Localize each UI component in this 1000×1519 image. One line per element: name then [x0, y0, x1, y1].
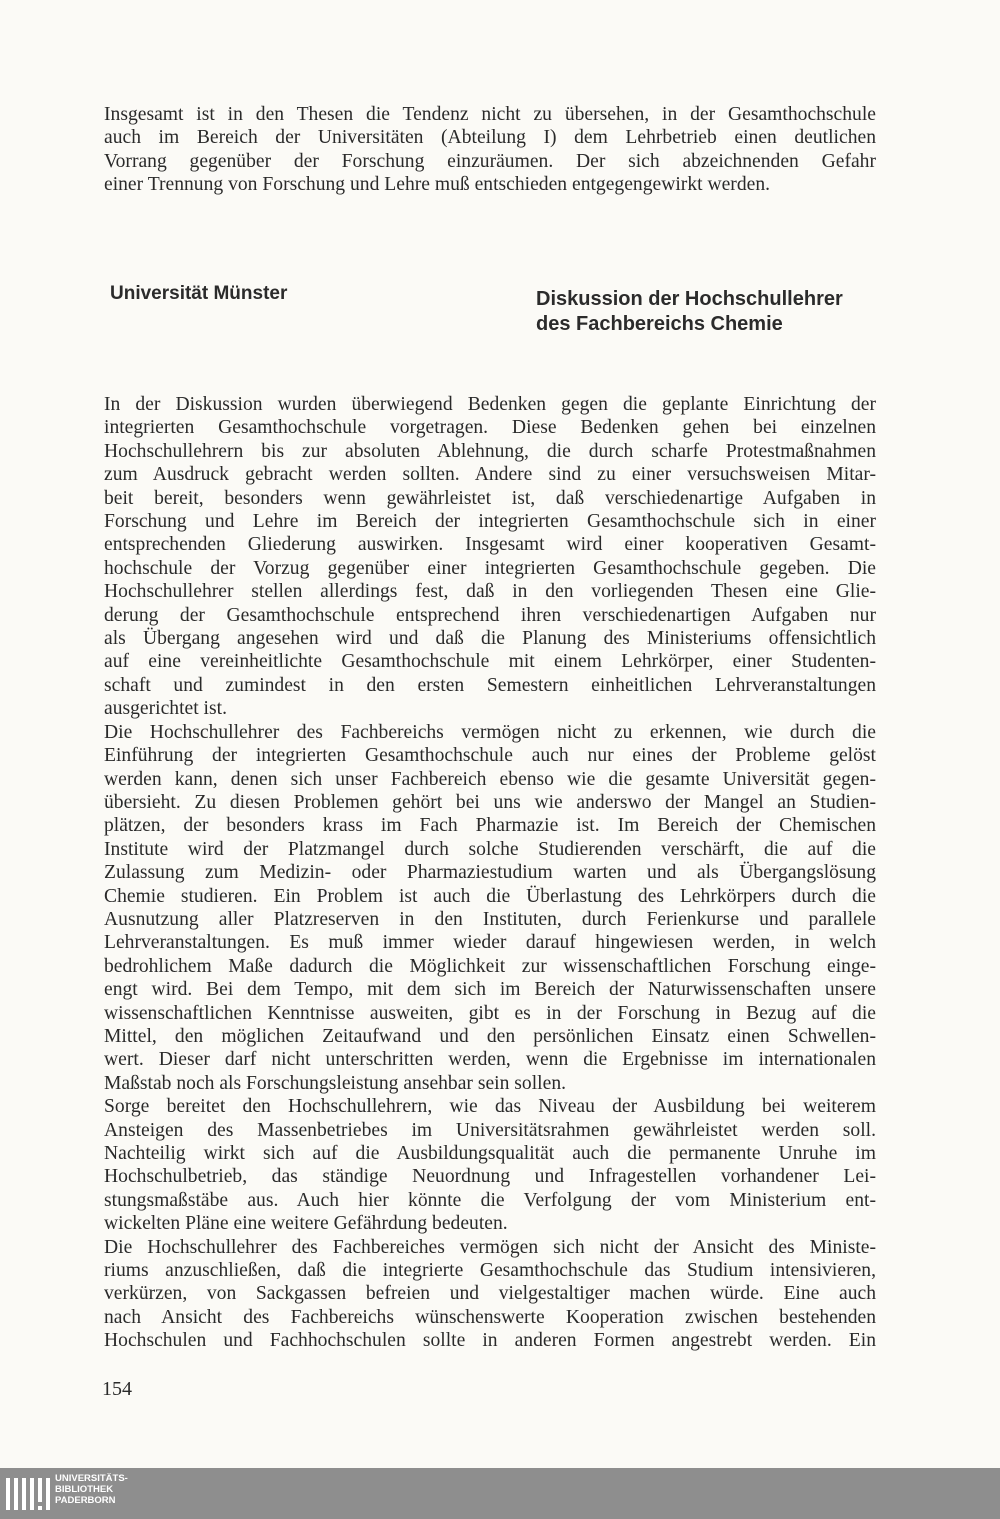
- text-line: werden kann, denen sich unser Fachbereich ebenso wie die gesamte Universität gegen-: [104, 768, 876, 790]
- text-line: zum Ausdruck gebracht werden sollten. Andere sind zu einer versuchsweisen Mitar-: [104, 464, 876, 486]
- text-line: beit bereit, besonders wenn gewährleistet ist, daß verschiedenartige Aufgaben in: [104, 487, 876, 509]
- text-line: übersieht. Zu diesen Problemen gehört bei uns wie anderswo der Mangel an Studien-: [104, 791, 876, 813]
- section-subheading: [536, 287, 896, 337]
- text-line: Institute wird der Platzmangel durch solche Studierenden verschärft, die auf die: [104, 838, 876, 860]
- text-line: wickelten Pläne eine weitere Gefährdung bedeuten.: [104, 1213, 508, 1235]
- subheading-line: Diskussion der Hochschullehrer: [536, 288, 843, 310]
- library-logo-text: [55, 1473, 128, 1506]
- text-line: Insgesamt ist in den Thesen die Tendenz nicht zu übersehen, in der Gesamthochschule: [104, 104, 876, 125]
- text-line: als Übergang angesehen wird und daß die Planung des Ministeriums offensichtlich: [104, 628, 876, 650]
- text-line: Einführung der integrierten Gesamthochschule auch nur eines der Probleme gelöst: [104, 745, 876, 767]
- text-line: plätzen, der besonders krass im Fach Pharmazie ist. Im Bereich der Chemischen: [104, 815, 876, 837]
- text-line: Sorge bereitet den Hochschullehrern, wie das Niveau der Ausbildung bei weiterem: [104, 1096, 876, 1118]
- text-line: entsprechenden Gliederung auswirken. Insgesamt wird einer kooperativen Gesamt-: [104, 534, 876, 556]
- text-line: Die Hochschullehrer des Fachbereichs vermögen nicht zu erkennen, wie durch die: [104, 721, 876, 743]
- text-line: In der Diskussion wurden überwiegend Bedenken gegen die geplante Einrichtung der: [104, 394, 876, 415]
- logo-text-line: BIBLIOTHEK: [55, 1484, 114, 1495]
- text-line: Ansteigen des Massenbetriebes im Universitätsrahmen gewährleistet werden soll.: [104, 1119, 876, 1141]
- text-line: schaft und zumindest in den ersten Semestern einheitlichen Lehrveranstaltungen: [104, 674, 876, 696]
- text-line: ausgerichtet ist.: [104, 698, 227, 720]
- logo-text-line: UNIVERSITÄTS-: [55, 1473, 128, 1484]
- text-line: engt wird. Bei dem Tempo, mit dem sich im Bereich der Naturwissenschaften unsere: [104, 979, 876, 1001]
- text-line: hochschule der Vorzug gegenüber einer integrierten Gesamthochschule gegeben. Die: [104, 557, 876, 579]
- section-heading-university: Universität Münster: [110, 283, 288, 304]
- text-line: integrierten Gesamthochschule vorgetragen. Diese Bedenken gehen bei einzelnen: [104, 417, 876, 439]
- text-line: Maßstab noch als Forschungsleistung ansehbar sein sollen.: [104, 1072, 567, 1094]
- text-line: bedrohlichem Maße dadurch die Möglichkeit zur wissenschaftlichen Forschung einge-: [104, 955, 876, 977]
- text-line: verkürzen, von Sackgassen befreien und vielgestaltiger machen würde. Eine auch: [104, 1283, 876, 1305]
- library-logo-icon: [4, 1476, 52, 1512]
- text-line: Hochschullehrern bis zur absoluten Ablehnung, die durch scharfe Protestmaßnahmen: [104, 440, 876, 462]
- text-line: Hochschulbetrieb, das ständige Neuordnung und Infragestellen vorhandener Lei-: [104, 1166, 876, 1188]
- body-paragraph-1: [104, 393, 876, 1353]
- text-line: Lehrveranstaltungen. Es muß immer wieder darauf hingewiesen werden, in welch: [104, 932, 876, 954]
- text-line: stungsmaßstäbe aus. Auch hier könnte die Verfolgung der vom Ministerium ent-: [104, 1189, 876, 1211]
- library-footer-bar: [0, 1468, 1000, 1519]
- text-line: einer Trennung von Forschung und Lehre muß entschieden entgegengewirkt werden.: [104, 174, 771, 196]
- text-line: Mittel, den möglichen Zeitaufwand und den persönlichen Einsatz einen Schwellen-: [104, 1025, 876, 1047]
- intro-paragraph: [104, 103, 876, 197]
- logo-text-line: PADERBORN: [55, 1495, 116, 1506]
- text-line: wissenschaftlichen Kenntnisse ausweiten, gibt es in der Forschung in Bezug auf die: [104, 1002, 876, 1024]
- text-line: Hochschulen und Fachhochschulen sollte in anderen Formen angestrebt werden. Ein: [104, 1330, 876, 1352]
- text-line: Vorrang gegenüber der Forschung einzuräumen. Der sich abzeichnenden Gefahr: [104, 150, 876, 172]
- text-line: Chemie studieren. Ein Problem ist auch die Überlastung des Lehrkörpers durch die: [104, 885, 876, 907]
- text-line: Forschung und Lehre im Bereich der integrierten Gesamthochschule sich in einer: [104, 511, 876, 533]
- text-line: nach Ansicht des Fachbereichs wünschenswerte Kooperation zwischen bestehenden: [104, 1306, 876, 1328]
- text-line: auch im Bereich der Universitäten (Abteilung I) dem Lehrbetrieb einen deutlichen: [104, 127, 876, 149]
- text-line: Nachteilig wirkt sich auf die Ausbildungsqualität auch die permanente Unruhe im: [104, 1143, 876, 1164]
- text-line: Die Hochschullehrer des Fachbereiches vermögen sich nicht der Ansicht des Ministe-: [104, 1236, 876, 1258]
- text-line: riums anzuschließen, daß die integrierte Gesamthochschule das Studium intensivieren,: [104, 1260, 876, 1282]
- text-line: Zulassung zum Medizin- oder Pharmaziestudium warten und als Übergangslösung: [104, 862, 876, 884]
- text-line: wert. Dieser darf nicht unterschritten werden, wenn die Ergebnisse im internationalen: [104, 1049, 876, 1071]
- page-number: 154: [102, 1378, 132, 1400]
- subheading-line: des Fachbereichs Chemie: [536, 313, 783, 335]
- text-line: Ausnutzung aller Platzreserven in den Instituten, durch Ferienkurse und parallele: [104, 908, 876, 930]
- text-line: Hochschullehrer stellen allerdings fest, daß in den vorliegenden Thesen eine Glie-: [104, 581, 876, 603]
- text-line: auf eine vereinheitlichte Gesamthochschule mit einem Lehrkörper, einer Studenten-: [104, 651, 876, 673]
- text-line: derung der Gesamthochschule entsprechend ihren verschiedenartigen Aufgaben nur: [104, 604, 876, 626]
